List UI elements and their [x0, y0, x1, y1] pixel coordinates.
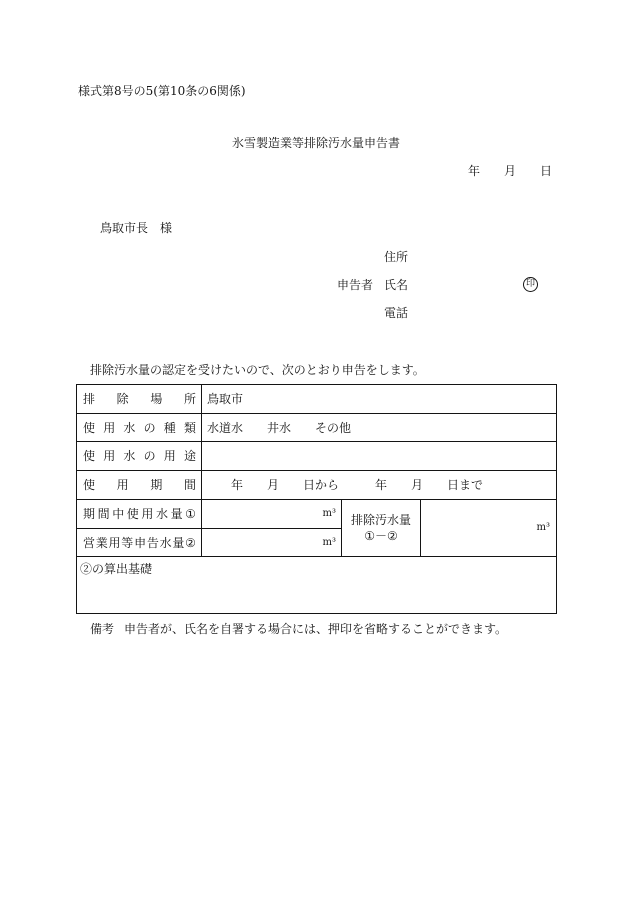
period-label-cell — [77, 471, 202, 500]
label-char: 水 — [123, 420, 136, 435]
label-char: 用 — [103, 449, 116, 463]
label-char: 水 — [159, 535, 172, 550]
label-char: 用 — [108, 535, 121, 550]
label-char: 用 — [163, 449, 176, 463]
declared-volume-label — [83, 536, 196, 550]
calculation-basis-label: ②の算出基礎 — [80, 562, 153, 576]
water-use-label-cell — [77, 442, 202, 471]
label-char: の — [143, 420, 156, 435]
discharge-volume-label: 排除汚水量 — [350, 513, 411, 527]
usage-volume-field — [202, 500, 342, 529]
label-char: 途 — [183, 449, 196, 463]
water-type-label — [83, 421, 196, 435]
form-title: 氷雪製造業等排除汚水量申告書 — [232, 136, 401, 150]
water-type-options: 水道水 井水 その他 — [202, 414, 557, 442]
declared-volume-unit: m³ — [322, 536, 336, 548]
discharge-place-label-cell — [77, 385, 202, 414]
label-char: 除 — [116, 392, 129, 406]
label-char: 用 — [141, 507, 154, 521]
period-label — [83, 478, 196, 492]
addressee: 鳥取市長 様 — [100, 221, 173, 235]
declared-volume-field — [202, 529, 342, 557]
declaration-table — [76, 384, 557, 614]
label-char: 量 — [172, 535, 185, 550]
water-type-label-cell — [77, 414, 202, 442]
label-char: 等 — [121, 535, 134, 550]
label-char: 使 — [126, 507, 139, 521]
label-char: 間 — [183, 478, 196, 492]
seal-mark: 印 — [523, 277, 538, 292]
label-char: 使 — [83, 478, 96, 492]
label-char: 期 — [83, 507, 96, 521]
discharge-place-label — [83, 392, 196, 406]
label-char: 類 — [183, 420, 196, 435]
applicant-label: 申告者 — [337, 278, 374, 292]
label-char: 間 — [97, 507, 110, 521]
label-char: 営 — [83, 535, 96, 550]
label-char: 使 — [83, 420, 96, 435]
discharge-volume-label-cell — [342, 500, 421, 557]
period-value: 年 月 日から 年 月 日まで — [202, 471, 557, 500]
discharge-volume-field — [421, 500, 557, 557]
label-char: 用 — [103, 420, 116, 435]
label-char: 種 — [163, 420, 176, 435]
note-text: 申告者が、氏名を自署する場合には、押印を省略することができます。 — [124, 622, 508, 636]
intro-text: 排除汚水量の認定を受けたいので、次のとおり申告をします。 — [90, 363, 425, 377]
usage-volume-label-cell — [77, 500, 202, 529]
calculation-basis-cell — [77, 557, 557, 614]
discharge-volume-formula: ①－② — [364, 529, 398, 543]
phone-label: 電話 — [384, 306, 409, 320]
label-char: 所 — [183, 392, 196, 406]
form-number: 様式第8号の5(第10条の6関係) — [78, 84, 246, 98]
discharge-place-value: 鳥取市 — [202, 385, 557, 414]
discharge-volume-unit: m³ — [536, 522, 550, 533]
label-char: ② — [185, 535, 196, 550]
usage-volume-unit: m³ — [322, 508, 336, 519]
submission-date: 年 月 日 — [468, 164, 553, 178]
name-label: 氏名 — [384, 278, 409, 292]
label-char: 排 — [83, 392, 96, 406]
water-use-label — [83, 449, 196, 463]
label-char: 期 — [150, 478, 163, 492]
label-char: 使 — [83, 449, 96, 463]
label-char: 量 — [170, 507, 183, 521]
label-char: 水 — [155, 507, 168, 521]
label-char: 申 — [134, 535, 147, 550]
note-label: 備考 — [90, 622, 115, 636]
declared-volume-label-cell — [77, 529, 202, 557]
label-char: の — [143, 449, 156, 463]
water-use-field — [202, 442, 557, 471]
label-char: 業 — [95, 535, 108, 550]
label-char: 告 — [146, 535, 159, 550]
label-char: ① — [185, 507, 196, 521]
label-char: 水 — [123, 449, 136, 463]
label-char: 用 — [116, 478, 129, 492]
label-char: 中 — [112, 507, 125, 521]
usage-volume-label — [83, 507, 196, 521]
address-label: 住所 — [384, 250, 409, 264]
label-char: 場 — [150, 392, 163, 406]
